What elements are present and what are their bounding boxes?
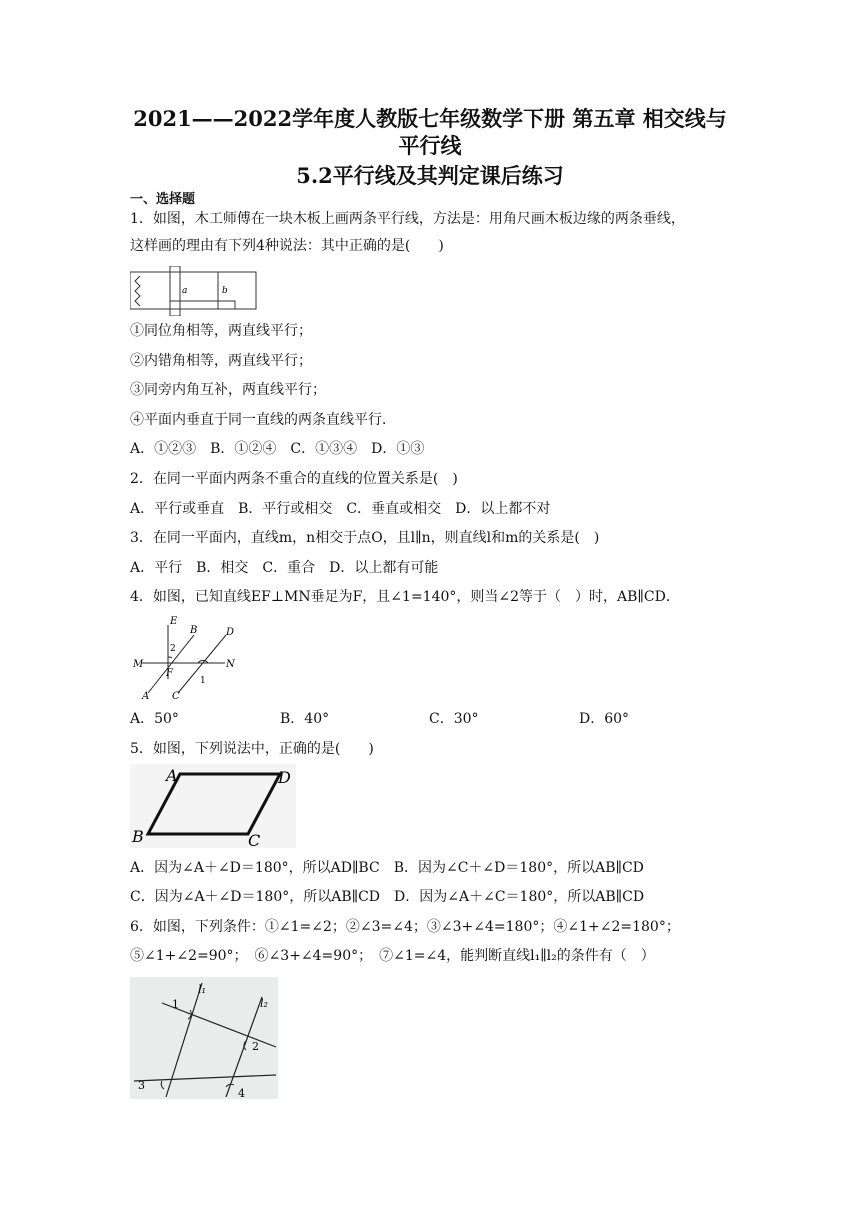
- q4-label-b: B: [190, 625, 198, 636]
- q4-label-f: F: [166, 668, 173, 679]
- q4-label-a: A: [142, 691, 150, 702]
- q4-label-e: E: [170, 616, 178, 627]
- q6-label-angle-3: 3: [138, 1079, 145, 1092]
- q6-label-angle-1: 1: [172, 998, 179, 1011]
- q6-stem-line-2: ⑤∠1+∠2=90°； ⑥∠3+∠4=90°； ⑦∠1=∠4，能判断直线l₁∥l₂的条件有（ ）: [130, 948, 655, 964]
- q5-options-line-1: A．因为∠A＋∠D＝180°，所以AD∥BC B．因为∠C＋∠D＝180°，所以AB∥CD: [130, 860, 644, 876]
- q1-options: A．①②③ B．①②④ C．①③④ D．①③: [130, 441, 425, 457]
- q4-label-n: N: [226, 659, 235, 670]
- q5-label-b: B: [132, 827, 144, 846]
- q4-option-a: A．50°: [130, 711, 179, 727]
- title-line-3: 5.2平行线及其判定课后练习: [296, 163, 564, 188]
- q1-item-4: ④平面内垂直于同一直线的两条直线平行．: [130, 412, 396, 428]
- q1-board-figure: [130, 266, 260, 316]
- q6-stem-line-1: 6．如图，下列条件：①∠1=∠2；②∠3=∠4；③∠3+∠4=180°；④∠1+∠2=180°；: [130, 919, 680, 935]
- title-line-1: 2021——2022学年度人教版七年级数学下册 第五章 相交线与: [133, 106, 727, 131]
- q4-option-c: C．30°: [429, 711, 479, 727]
- q6-label-l2: l₂: [260, 997, 268, 1010]
- title-line-2: 平行线: [398, 133, 462, 158]
- q3-options: A．平行 B．相交 C．重合 D．以上都有可能: [130, 560, 439, 576]
- q6-label-l1: l₁: [198, 983, 206, 996]
- q5-label-a: A: [166, 766, 178, 785]
- q4-label-angle-2: 2: [170, 644, 176, 654]
- q4-option-b: B．40°: [280, 711, 330, 727]
- q1-fig-label-b: b: [222, 286, 228, 296]
- q4-label-c: C: [172, 691, 180, 702]
- q5-label-d: D: [278, 768, 291, 787]
- q5-options-line-2: C．因为∠A＋∠D＝180°，所以AB∥CD D．因为∠A＋∠C＝180°，所以AB∥CD: [130, 889, 645, 905]
- q4-option-d: D．60°: [579, 711, 630, 727]
- q4-label-angle-1: 1: [200, 676, 206, 686]
- q4-options: [130, 709, 730, 729]
- q3-stem: 3．在同一平面内，直线m，n相交于点O，且l∥n，则直线l和m的关系是( ): [130, 530, 600, 546]
- section-heading: 一、选择题: [130, 192, 196, 207]
- q1-item-3: ③同旁内角互补，两直线平行；: [130, 382, 326, 398]
- q2-options: A．平行或垂直 B．平行或相交 C．垂直或相交 D．以上都不对: [130, 501, 551, 517]
- q2-stem: 2．在同一平面内两条不重合的直线的位置关系是( ): [130, 471, 458, 487]
- q4-stem: 4．如图，已知直线EF⊥MN垂足为F，且∠1=140°，则当∠2等于（ ）时，AB∥CD．: [130, 589, 680, 605]
- q1-fig-label-a: a: [182, 286, 188, 296]
- q1-item-2: ②内错角相等，两直线平行；: [130, 353, 312, 369]
- q6-label-angle-4: 4: [238, 1087, 245, 1099]
- q4-figure: [130, 613, 240, 703]
- q4-label-d: D: [226, 627, 235, 638]
- q5-label-c: C: [248, 831, 261, 848]
- q6-figure: [130, 977, 278, 1099]
- q1-item-1: ①同位角相等，两直线平行；: [130, 323, 312, 339]
- q1-stem-line-2: 这样画的理由有下列4种说法：其中正确的是( ): [130, 238, 444, 254]
- q6-label-angle-2: 2: [252, 1040, 259, 1053]
- q4-label-m: M: [133, 659, 144, 670]
- q5-parallelogram-figure: [130, 764, 296, 848]
- q1-stem-line-1: 1．如图，木工师傅在一块木板上画两条平行线，方法是：用角尺画木板边缘的两条垂线，: [130, 211, 685, 227]
- q5-stem: 5．如图，下列说法中，正确的是( ): [130, 741, 374, 757]
